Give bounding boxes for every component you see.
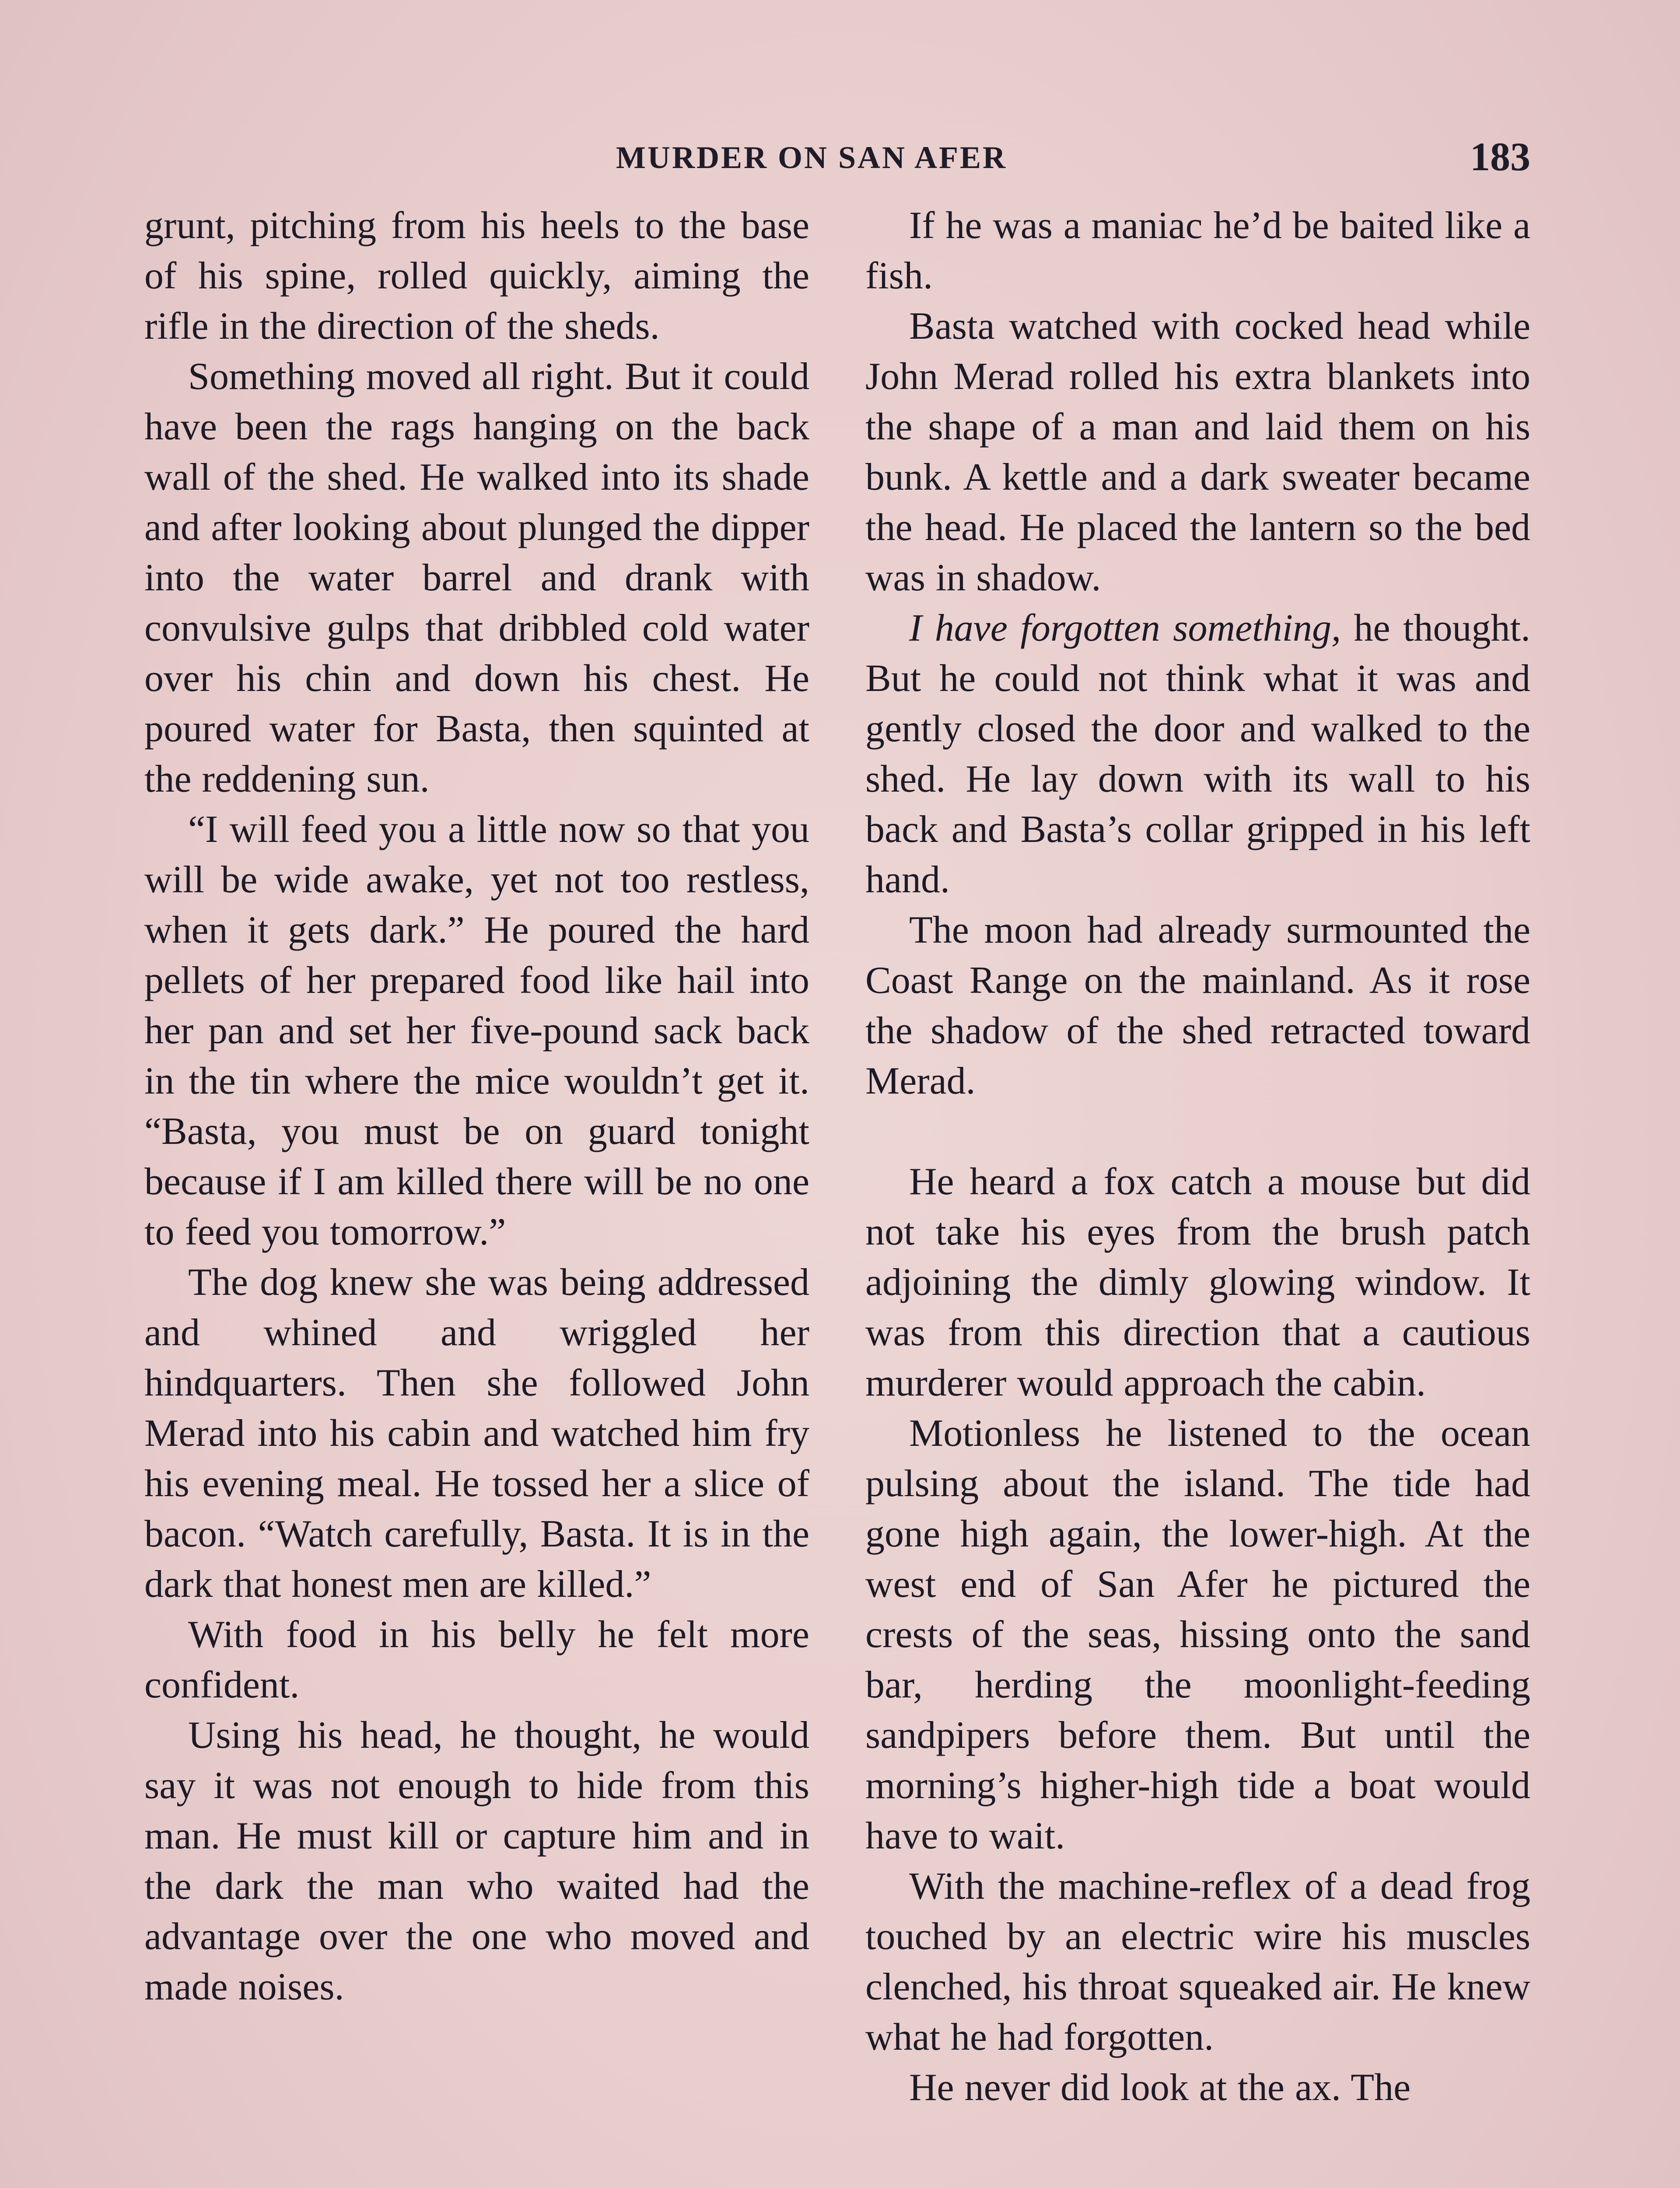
paragraph: “I will feed you a little now so that you will be wide awake, yet not too restless, when it gets dark.” He poured the hard pellets of her prepared food like hail into her pan and set her five-pound sack back in the tin where the mice wouldn’t get it. “Basta, you must be on guard tonight because if I am killed there will be no one to feed you tomorrow.” — [144, 808, 809, 1253]
paragraph: He never did look at the ax. The — [909, 2066, 1411, 2109]
paragraph — [865, 603, 1530, 905]
paragraph-continuation: he thought. But he could not think what it was and gently closed the door and walked to the shed. He lay down with its wall to his back and Basta’s collar gripped in his left hand. — [865, 607, 1530, 901]
paragraph: The moon had already surmounted the Coast Range on the mainland. As it rose the shadow of the shed retracted toward Merad. — [865, 909, 1530, 1102]
paragraph: With food in his belly he felt more confident. — [144, 1613, 809, 1706]
paragraph: Something moved all right. But it could have been the rags hanging on the back wall of the shed. He walked into its shade and after looking about plunged the dipper into the water barrel and drank with convulsive gulps that dribbled cold water over his chin and down his chest. He poured water for Basta, then squinted at the reddening sun. — [144, 355, 809, 800]
paragraph: Using his head, he thought, he would say it was not enough to hide from this man. He must kill or capture him and in the dark the man who waited had the advantage over the one who moved and made noises. — [144, 1714, 809, 2008]
left-column — [144, 200, 809, 2012]
paragraph: Basta watched with cocked head while John Merad rolled his extra blankets into the shape of a man and laid them on his bunk. A kettle and a dark sweater became the head. He placed the lantern so the bed was in shadow. — [865, 305, 1530, 599]
paragraph: With the machine-reflex of a dead frog touched by an electric wire his muscles clenched, his throat squeaked air. He knew what he had forgotten. — [865, 1865, 1530, 2058]
right-column — [865, 200, 1530, 2113]
italic-thought: I have forgotten something, — [909, 607, 1341, 649]
paragraph: grunt, pitching from his heels to the base of his spine, rolled quickly, aiming the rifle in the direction of the sheds. — [144, 204, 809, 347]
paragraph: If he was a maniac he’d be baited like a fish. — [865, 204, 1530, 297]
running-head — [0, 133, 1680, 182]
running-title: MURDER ON SAN AFER — [616, 140, 1008, 175]
paragraph-after-break: He heard a fox catch a mouse but did not take his eyes from the brush patch adjoining the dimly glowing window. It was from this direction that a cautious murderer would approach the cabin. — [865, 1161, 1530, 1404]
paragraph: The dog knew she was being addressed and whined and wriggled her hindquarters. Then she followed John Merad into his cabin and watched him fry his evening meal. He tossed her a slice of bacon. “Watch carefully, Basta. It is in the dark that honest men are killed.” — [144, 1261, 809, 1606]
paragraph: Motionless he listened to the ocean pulsing about the island. The tide had gone high again, the lower-high. At the west end of San Afer he pictured the crests of the seas, hissing onto the sand bar, herding the moonlight-feeding sandpipers before them. But until the morning’s higher-high tide a boat would have to wait. — [865, 1412, 1530, 1857]
page-number: 183 — [1470, 134, 1530, 179]
